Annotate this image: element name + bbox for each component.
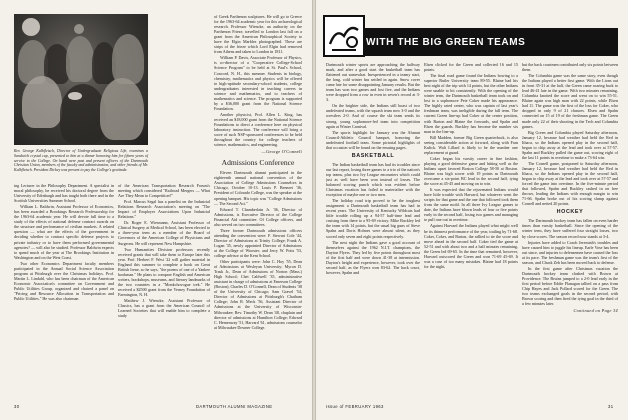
paragraph: The sports highlight for January was the Alumni Council-Athletic Council banquet, honoring the undefeated football team. Some pictorial highlights of that occasion will be found on the ensuing pages.	[326, 129, 420, 150]
section-title: WITH THE BIG GREEN TEAMS	[366, 37, 526, 48]
paragraph: Two other Economics Department faculty members participated in the Annual Social Science Association program at Pittsburgh over the Christmas holidays. Prof. Martin L. Lindahl, who has been chairman of the American Economic Association's committee on Government and Public Utilities Group, organized and chaired a panel on "Pricing and Resource Allocation in Transportation and Public Utilities." He was also chairman	[14, 260, 114, 302]
right-page	[316, 0, 628, 420]
paragraph: Coker began his varsity career in fine fashion, playing a good defensive game and hitting well as the Indians upset favored Boston College 58-50 at Boston. Blaine was high scorer with 19 points as Dartmouth overcame a six-point BC lead in the second half, tying the score at 45-45 and moving on to win.	[424, 155, 518, 187]
paragraph: Three former Dartmouth admissions officers attending the convention were: F. Stewart Cole '44, Director of Admissions at Trinity College; Frank A. Logan '35, newly appointed Director of Admissions at the College of Wooster; and Jerry W. Potts '53, college advisor at the Kent School.	[214, 227, 302, 259]
paragraph: Elsen clicked for the Green and collected 16 and 15 points.	[424, 62, 518, 73]
issue-footer: Issue of FEBRUARY 1963	[326, 404, 384, 409]
paragraph: Injuries have added to Coach Jeremiah's troubles and have caused him to juggle his lineup. Earle Vose has been out since, and injuries to defensemen have caused the loss at its pace. The freshman game was the team's first of the season, and Chuck Zeb has been moved back to defense.	[522, 239, 618, 265]
basketball-heading: BASKETBALL	[351, 152, 395, 159]
paragraph: Prof. Marcus Segal has a panelist on the Industrial Relations Research Association's meeting on "The Impact of Employer Associations Upon Industrial Relations."	[118, 199, 210, 220]
paragraph: Dr. Roger E. Wiesmann, Assistant Professor of Clinical Surgery at Medical School, has been elected to a three-year term as a member of the Board of Governors of the American College of Physicians and Surgeons. He will represent New Hampshire.	[118, 220, 210, 246]
section-banner	[326, 28, 618, 56]
paragraph: The Cornell game, postponed to Saturday afternoon, January 12, because bad weather had held the Red in Ithaca, so the Indians opened play in the second half, began to chip away at the lead and took over at 57-57 and forced the game into overtime. In the five-minute period that followed, Spahn and Buckley cashed in on free throws, leading the Indians with enough margin to win 71-66. Spahn broke out of his scoring slump against Cornell and netted 20 points.	[522, 160, 618, 207]
paragraph: It was expected that the rejuvenated Indians would have little trouble with Harvard, but whatever went the scripts for that game and the one that followed took them from the same mold. In all three Ivy League games to date, the Indians have blown leads of four or five points early in the second half, losing two games and managing to pull one out in overtime.	[424, 187, 518, 223]
photo-caption: Rev. George Kalbfleisch, Director of Undergraduate Religious Life, examines a Sandwich crystal cup, presented to him at a dinner honoring him for fifteen years of service to the College. On hand were past and present officers of the Dartmouth Christian Union, members of the faculty and administration, and other friends of Mr. Kalbfleisch. President Dickey was present to pay the College's gratitude.	[14, 149, 148, 173]
admissions-conference-heading: Admissions Conference	[221, 158, 295, 168]
paragraph: The holiday road trip proved to be the toughest assignment a Dartmouth basketball team has had in recent years. The University of Kentucky Wildcats had little trouble rolling up a 94-57 half-time lead and cruising from there to a 95-69 victory. Mike Buckley led the team with 14 points, but the usual big guns of Steve Spahn and Doris Holmes were almost silent, as they scored only seven and eight points respectively.	[326, 198, 420, 239]
paragraph: Matthew J. Wiencke, Assistant Professor of Classics, has a grant from the American Council of Learned Societies that will enable him to complete a study	[118, 298, 210, 319]
paragraph: of the American Transportation Research Forum's meeting which considered "Railroad Mergers — What Are They Mean to Competition?"	[118, 183, 210, 199]
paragraph: The final road game found the Indians bowing to a superior Butler University team 89-55. Blaine had his best night of the trip with 14 points, but the other Indians were unable to hit consistently. With the opening of the winter term, the Dartmouth basketball team took on and lost to a sophomore Pete Coker made his appearance. The highly rated center, who was captain of last year's freshman team, was ineligible during the fall term. The current Green line-up had Coker at the center position, with Barton and Blaine the forwards, and Spahn and Elsen the guards. Buckley has become the number six man in the line-up.	[424, 73, 518, 134]
right-col-1	[326, 62, 420, 402]
page-number-right: 31	[608, 404, 614, 409]
paragraph: Dartmouth winter sports are approaching the halfway mark, and after a good start the basketball team has flattened out somewhat. Inexperienced in a teamy start, the long, cold winter has settled in again. Snow cover came late for some disappointing January results. But the team has won two games and lost five, and the Indians were dropped from a row in even in seven's record at 3-3.	[326, 62, 420, 103]
paragraph: Edward T. Chamberlain Jr. '36, Director of Admissions, is Executive Director of the College Financial Aid committee. Of College officers, and also served on two committees.	[214, 206, 302, 227]
left-page	[0, 0, 312, 420]
paragraph: The Dartmouth hockey team has fallen on even harder times than varsity basketball. Since the opening of the winter term, they have suffered four straight losses, two by close scores. The season record now stands at 3-4.	[522, 218, 618, 239]
paragraph: The Indian basketball team has had its troubles since our last report, losing three games to a trio of the nation's top teams, plus two Ivy League encounters which could just as well have been won instead of losses. The balanced scoring punch which was evident before Christmas vacation has failed to materialize with the exception of maybe one or two men.	[326, 161, 420, 198]
paragraph: On the brighter side, the Indians still boast of two undefeated teams, with the squash team now 3-0 and the wrestlers 2-0. And of course the ski team sends its strong, young sophomore-led team into competition again at Winter Carnival.	[326, 103, 420, 129]
paragraph: Against Harvard the Indians played what might well be its thinnest performance of the year, trailing by 71-68. Coker, Coker, and Barton, the rallied to tie the score and move ahead in the second half. Coker tied the game at 52-51 and with about two and a half minutes remaining, the Green led 69-65. In the time that remained, however, Harvard outscored the Green and won 71-69 45-69. It was a case of too many mistakes. Blaine had 18 points for the night,	[424, 223, 518, 269]
paragraph: Eleven Dartmouth alumni participated in the eighteenth annual national convention of the Association of College Admissions Counselors in Chicago, October 10-13. Louis P. Benezet '36, President of Colorado College, was the speaker at the opening banquet. His topic was "College Admissions — The Second Act."	[214, 170, 302, 206]
right-col-3	[522, 62, 618, 402]
paragraph: Another physicist, Prof. Allen L. King, has received an $18,000 grant from the National Science Foundations to direct a conference here on physical laboratory instruction. The conference will bring a score of such NSF-sponsored conferences to be held throughout the country for college teachers of science, mathematics, and engineering.	[214, 111, 302, 148]
dinner-photo	[14, 14, 148, 145]
paragraph: Big Green and Columbia played Saturday afternoon, January 12, because bad weather had held the Red in Ithaca, so the Indians opened play in the second half, began to chip away at the lead and took over at 57-57. Spahn and Buckley pulled the game out, scoring eight of the last 11 points in overtime to make a 73-64 win.	[522, 129, 618, 160]
signature: —George O'Connell	[261, 149, 302, 155]
paragraph: but the back courtmen contributed only six points between them.	[522, 62, 618, 73]
paragraph: ing Lecturer in the Philosophy Department. A specialist in moral philosophy, he received his doctoral degree from the University of Edinburgh and has taught both there and in the Scottish Universities Summer School.	[14, 183, 114, 204]
page-number-left: 30	[14, 404, 20, 409]
paragraph: In the first game after Christmas vacation the Dartmouth hockey team clashed with Brown at Providence. The Bruins jumped to a 2-0 lead early in the first period before Eddie Flanagan tallied on a pass from Chip Hayes and Jack Pollard scored for the Green. The two teams exchanged goals in the second period, with Brown scoring and then fired the tying goal in the third of a few minutes later.	[522, 265, 618, 307]
paragraph: Two Humanities Division professors recently received grants that will take them to Europe later this year. Prof. Herbert F. West '22 will gather material in England this summer to complete a book on Great British Irene, so he says, "the poems of one of a Yankee bookman." He plans to compare English and American writers, bookshops, museums, and literary landmarks of the two countries in a "Monkchovogue trek." He received a $2500 grant from the Verney Foundation of Farmington, N. H.	[118, 246, 210, 297]
paragraph: The next night the Indians gave a good account of themselves against the 1962 N.I.T. champions, the Dayton Flyers. They led by five points throughout most of the first half and were down 41-38 at intermission. Dayton's height and experience, however, took over the second half, as the Flyers won 83-62. The back court, however, Spahn and	[326, 239, 420, 275]
paragraph: The Columbia game was the same story, even though the Indians played a better first game. With the Lions out in front 35-31 at the half, the Green came roaring back to lead 46-41 late in the game. With two minutes remaining, Columbia knotted the score and went on to win 55-51. Blaine again was high man with 22 points, while Elsen had 11. The game was the first of the loss for Coker, who dropped in only 9 of 21 chances. Elsen and Spahn connected on 15 of 19 of the freshman game. The Green made only 22 of their shooting in the Tech and Columbia games.	[522, 73, 618, 129]
right-col-2	[424, 62, 518, 402]
left-col-1	[14, 183, 114, 401]
sports-emblem-icon	[322, 14, 366, 58]
paragraph: of Greek Parthenon sculptures. He will go to Greece for the 1963-64 academic year for this archaeological research. Professor Wiencke, an authority on the Parthenon Frieze, travelled to London last fall on a grant from the American Philosophical Society to have the Elgin Marbles photographed. These are strips of the frieze which Lord Elgin had removed from Athens and taken to London in 1811.	[214, 14, 302, 55]
left-col-2	[118, 183, 210, 401]
left-col-3	[214, 14, 302, 402]
continued-note: Continued on Page 34	[573, 308, 618, 314]
paragraph: Other participants were: John C. Hoy '55, Dean of Admissions at Wesleyan University; Myron D. Trask Jr., Dean of Admissions of Norton (Mass.) High School; Chet Caldwell '35, administrative assistant in charge of admissions at Emerson College (Boston); Charles D. O'Connell, Dean of Students '38 of the University of Chicago; Sam Gravel '54, Director of Admissions at Pittsburgh's Chatham College; John R. Meck '56, Assistant Director of Admissions at the University of Wisconsin-Milwaukee; Rev. Timothy W. Dean '48, chaplain and director of admissions at Hamilton College; Edward C. Hemenway '51, Harvard '61, admissions counselor at Milwaukee Downer College.	[214, 259, 302, 330]
magazine-footer: DARTMOUTH ALUMNI MAGAZINE	[196, 404, 273, 409]
paragraph: Bill Madden, former Big Green quarterback, is also seeing considerable action at forward, along with Fran Kulick. Walt Lillard is likely to be the number one replacement at guard.	[424, 134, 518, 155]
paragraph: William P. Davis, Associate Professor of Physics, is co-director of a "Cooperative College-School Science Program" to be held at St. Paul's School, Concord, N. H., this summer. Students in biology, chemistry, mathematics and physics will be offered to high-aptitude secondary-school students, college undergraduates interested in teaching careers in science and mathematics, and to teachers of mathematics and science. The program is supported by a $36,000 grant from the National Science Foundation.	[214, 55, 302, 111]
paragraph: William L. Baldwin, Assistant Professor of Economics, has been awarded a Brookings Research Professorship for the 1963-64 academic year. He will devote full time to a study of the effects of national defense contract awards on the structure and performance of civilian markets. A related question — what are the effects of the government in deciding whether to contract specific defense projects to private industry or to have them performed governmental agencies? — will also be studied. Professor Baldwin expects to spend much of the year at The Brookings Institution in Washington and on the West Coast.	[14, 204, 114, 260]
hockey-heading: HOCKEY	[556, 209, 584, 216]
